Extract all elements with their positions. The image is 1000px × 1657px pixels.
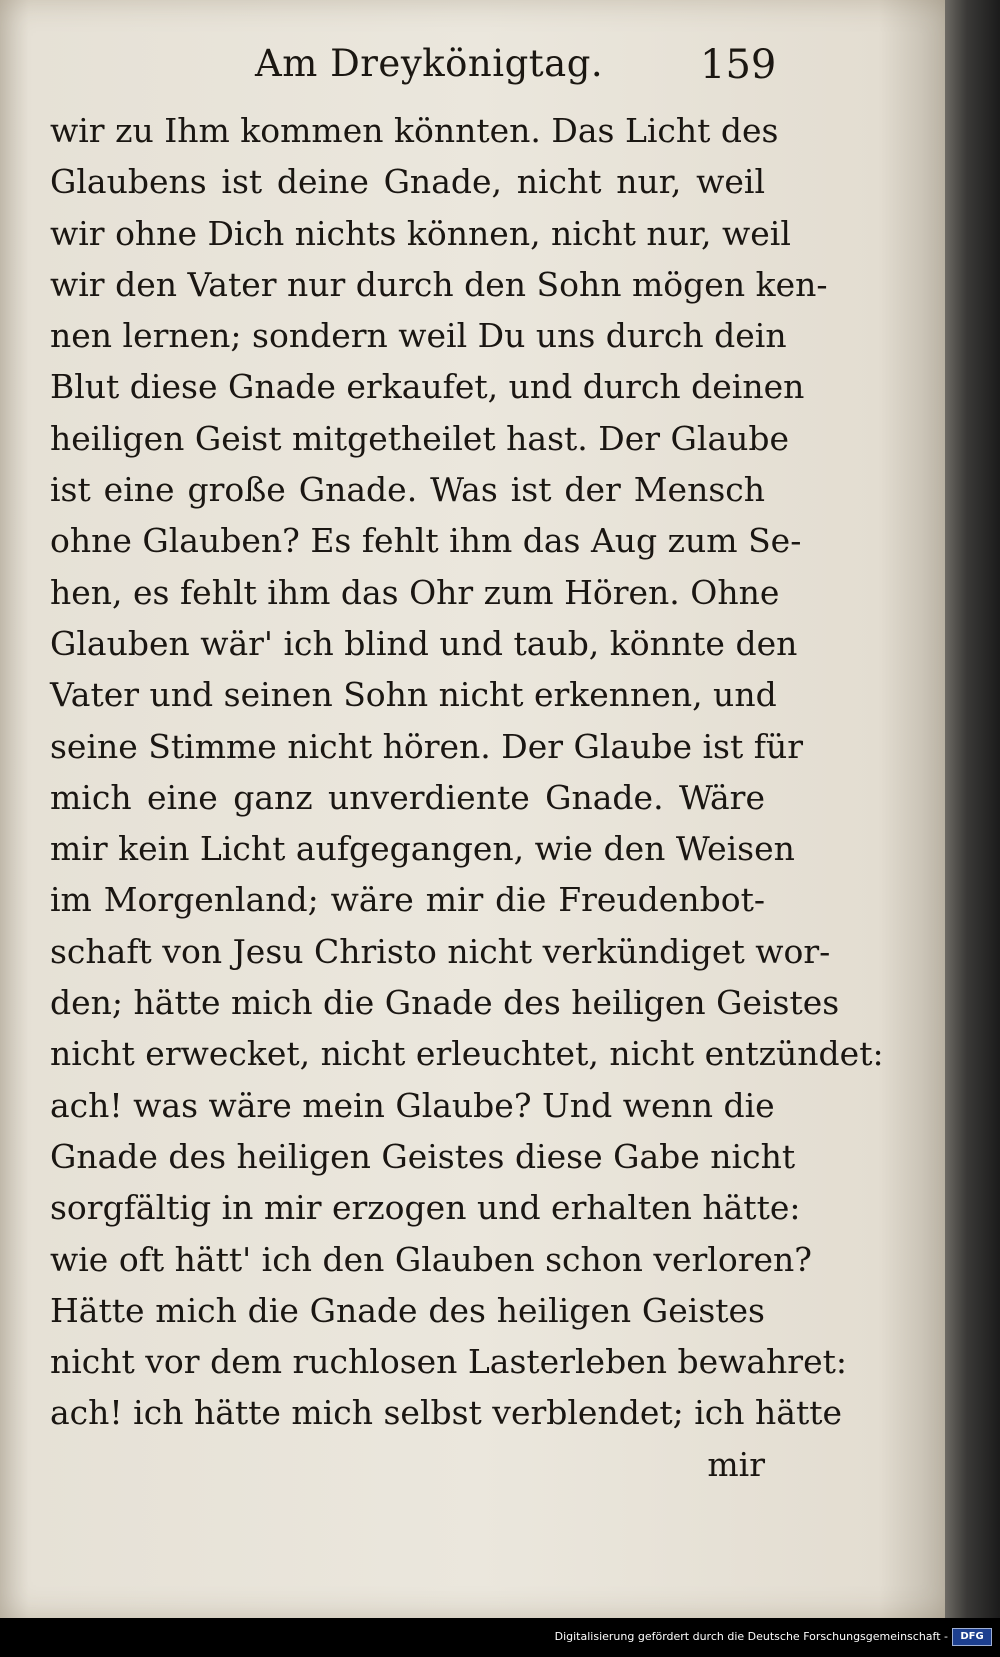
text-line: den; hätte mich die Gnade des heiligen Geistes [50, 983, 840, 1023]
running-head: Am Dreykönigtag. [255, 42, 604, 85]
text-line: Vater und seinen Sohn nicht erkennen, und [50, 675, 777, 715]
body-text [50, 105, 884, 1490]
book-edge [945, 0, 1000, 1618]
text-line: Glaubens ist deine Gnade, nicht nur, weil [50, 162, 765, 202]
text-line: sorgfältig in mir erzogen und erhalten hätte: [50, 1188, 801, 1228]
text-line: wir den Vater nur durch den Sohn mögen ken- [50, 264, 828, 304]
text-line: ach! was wäre mein Glaube? Und wenn die [50, 1085, 775, 1125]
text-line: im Morgenland; wäre mir die Freudenbot- [50, 880, 765, 920]
text-line: mir kein Licht aufgegangen, wie den Weisen [50, 829, 795, 869]
text-line: ach! ich hätte mich selbst verblendet; ich hätte [50, 1393, 842, 1433]
text-line: ist eine große Gnade. Was ist der Mensch [50, 470, 765, 510]
text-line: Hätte mich die Gnade des heiligen Geistes [50, 1290, 765, 1330]
text-line: wie oft hätt' ich den Glauben schon verloren? [50, 1239, 812, 1279]
text-line: seine Stimme nicht hören. Der Glaube ist für [50, 726, 803, 766]
text-line: schaft von Jesu Christo nicht verkündiget wor- [50, 931, 831, 971]
text-line: mich eine ganz unverdiente Gnade. Wäre [50, 777, 765, 817]
dfg-logo-icon: DFG [952, 1628, 992, 1646]
text-line: wir ohne Dich nichts können, nicht nur, weil [50, 213, 791, 253]
text-line: Glauben wär' ich blind und taub, könnte den [50, 623, 798, 663]
text-line: wir zu Ihm kommen könnten. Das Licht des [50, 111, 779, 150]
digitization-footer [0, 1618, 1000, 1657]
text-line: Gnade des heiligen Geistes diese Gabe nicht [50, 1136, 796, 1176]
text-line: nicht vor dem ruchlosen Lasterleben bewahret: [50, 1342, 847, 1382]
page-number: 159 [700, 42, 777, 88]
text-line: heiligen Geist mitgetheilet hast. Der Glaube [50, 418, 790, 458]
page-header [0, 42, 955, 92]
text-line: Blut diese Gnade erkaufet, und durch deinen [50, 367, 805, 407]
text-line: ohne Glauben? Es fehlt ihm das Aug zum Se- [50, 521, 802, 561]
text-line: nen lernen; sondern weil Du uns durch dein [50, 316, 787, 356]
text-line: hen, es fehlt ihm das Ohr zum Hören. Ohne [50, 572, 780, 612]
text-line: nicht erwecket, nicht erleuchtet, nicht entzündet: [50, 1034, 884, 1074]
funding-credit: Digitalisierung gefördert durch die Deutsche Forschungsgemeinschaft - [554, 1630, 948, 1643]
catchword: mir [707, 1444, 765, 1484]
